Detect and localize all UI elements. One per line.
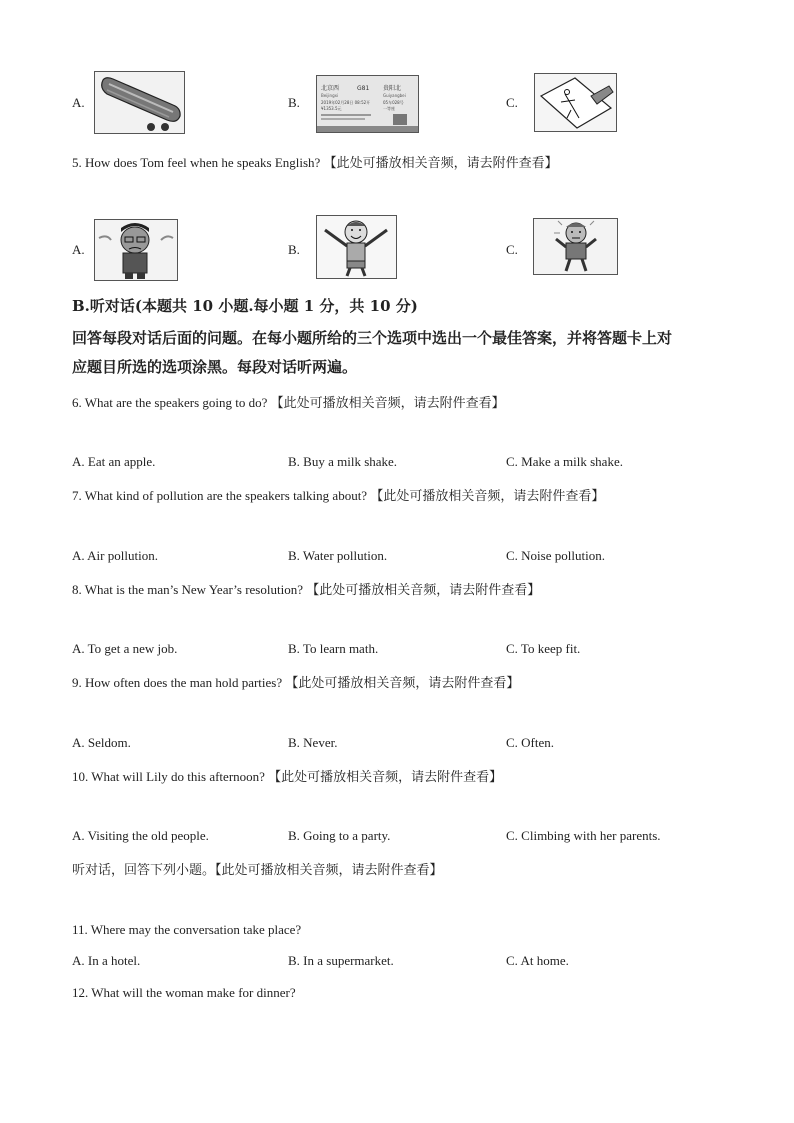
option-label-a: A. [72,242,85,257]
ticket-to-en: Guiyangbei [383,93,406,98]
q7-option-c: C. Noise pollution. [506,548,605,563]
q8-option-c: C. To keep fit. [506,641,581,656]
ticket-date: 2019年02月28日 08:52开 [321,100,371,105]
option-label-b: B. [288,95,300,110]
train-ticket-image [316,75,419,133]
q9-option-b: B. Never. [288,735,338,750]
q9-option-a: A. Seldom. [72,735,131,750]
question-8: 8. What is the man’s New Year’s resolution? 【此处可播放相关音频，请去附件查看】 [72,582,541,597]
option-label-c: C. [506,95,518,110]
q8-option-a: A. To get a new job. [72,641,178,656]
drawing-image [534,73,617,132]
happy-boy-image [316,215,397,279]
ticket-price: ¥1353.5元 [321,106,342,111]
question-7: 7. What kind of pollution are the speakers talking about? 【此处可播放相关音频，请去附件查看】 [72,488,605,503]
ticket-from: 北京西 [321,85,340,92]
option-label-a: A. [72,95,85,110]
ticket-to: 贵阳北 [383,85,402,92]
question-9: 9. How often does the man hold parties? 【此处可播放相关音频，请去附件查看】 [72,675,520,690]
q11-option-a: A. In a hotel. [72,953,141,968]
q11-option-c: C. At home. [506,953,569,968]
nervous-boy-image [533,218,618,275]
question-12: 12. What will the woman make for dinner? [72,985,296,1000]
ticket-seat: 05车028号 [383,100,404,105]
ticket-from-en: Beijingxi [321,93,339,98]
option-label-b: B. [288,242,300,257]
q10-option-c: C. Climbing with her parents. [506,828,661,843]
listen-instruction: 听对话，回答下列小题。【此处可播放相关音频，请去附件查看】 [72,862,443,877]
q8-option-b: B. To learn math. [288,641,379,656]
section-b-instruction-2: 应题目所选的选项涂黑。每段对话听两遍。 [72,358,358,376]
q10-option-a: A. Visiting the old people. [72,828,209,843]
ticket-class: 一等座 [383,106,395,111]
q6-option-a: A. Eat an apple. [72,454,156,469]
option-label-c: C. [506,242,518,257]
section-b-title: B.听对话(本题共 10 小题.每小题 1 分，共 10 分) [72,297,418,315]
question-6: 6. What are the speakers going to do? 【此处可播放相关音频，请去附件查看】 [72,395,505,410]
q10-option-b: B. Going to a party. [288,828,391,843]
skateboard-image [94,71,185,134]
q6-option-b: B. Buy a milk shake. [288,454,398,469]
section-b-instruction-1: 回答每段对话后面的问题。在每小题所给的三个选项中选出一个最佳答案，并将答题卡上对 [72,329,673,347]
q9-option-c: C. Often. [506,735,555,750]
question-11: 11. Where may the conversation take place? [72,922,302,937]
question-10: 10. What will Lily do this afternoon? 【此处可播放相关音频，请去附件查看】 [72,769,503,784]
question-5: 5. How does Tom feel when he speaks English? 【此处可播放相关音频，请去附件查看】 [72,155,558,170]
q7-option-b: B. Water pollution. [288,548,388,563]
angry-boy-image [94,219,178,281]
q7-option-a: A. Air pollution. [72,548,158,563]
ticket-train: G81 [357,85,370,92]
q11-option-b: B. In a supermarket. [288,953,394,968]
q6-option-c: C. Make a milk shake. [506,454,623,469]
